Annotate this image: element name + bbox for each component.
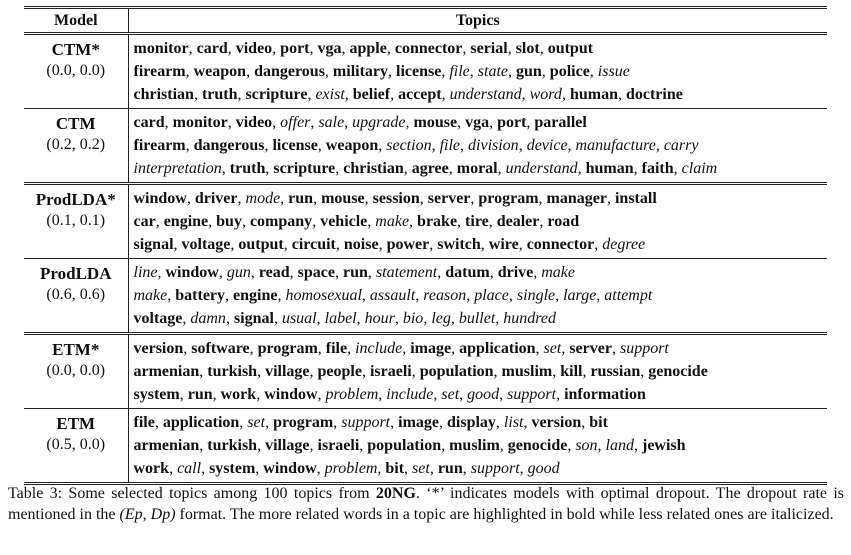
topic-word-bold: system: [209, 460, 256, 477]
topic-word-italic: support: [470, 460, 520, 477]
topic-word-italic: gun: [226, 264, 251, 281]
topic-word-bold: truth: [201, 86, 238, 103]
topic-word-bold: application: [162, 414, 240, 431]
table-row: [24, 109, 827, 184]
topic-word-bold: vga: [465, 114, 490, 131]
topic-word-italic: son: [575, 437, 598, 454]
topic-word-bold: file: [133, 414, 155, 431]
topic-word-italic: make: [541, 264, 575, 281]
topic-word-bold: mouse: [321, 190, 365, 207]
topic-word-italic: set: [412, 460, 430, 477]
caption-text-2: format. The more related words in a topic are highlighted in bold while less related ones are italicized.: [175, 506, 834, 523]
topic-word-bold: voltage: [133, 310, 183, 327]
topic-line: line, window, gun, read, space, run, statement, datum, drive, make: [133, 264, 575, 281]
topic-word-bold: israeli: [369, 363, 412, 380]
topic-word-italic: file: [439, 137, 461, 154]
topic-word-italic: word: [529, 86, 562, 103]
topics-cell: [128, 334, 827, 409]
topic-word-bold: buy: [216, 213, 242, 230]
topic-line: voltage, damn, signal, usual, label, hour, bio, leg, bullet, hundred: [133, 310, 557, 327]
topic-word-bold: window: [263, 460, 317, 477]
topic-word-italic: set: [441, 386, 460, 403]
topic-word-bold: weapon: [325, 137, 379, 154]
header-topics: Topics: [128, 8, 827, 34]
topic-word-bold: space: [297, 264, 335, 281]
model-name: ETM: [56, 414, 96, 433]
topic-word-bold: install: [614, 190, 657, 207]
topic-word-bold: genocide: [507, 437, 568, 454]
topic-word-bold: run: [288, 190, 314, 207]
topic-word-bold: parallel: [534, 114, 587, 131]
topic-word-bold: military: [332, 63, 389, 80]
topic-word-italic: call: [177, 460, 202, 477]
table-header-row: [24, 8, 827, 34]
topic-word-bold: output: [238, 236, 284, 253]
topic-word-bold: jewish: [642, 437, 686, 454]
topic-word-bold: truth: [229, 160, 266, 177]
topic-word-bold: license: [272, 137, 318, 154]
topic-word-italic: issue: [597, 63, 630, 80]
topics-cell: [128, 34, 827, 109]
model-cell: [24, 334, 128, 409]
topic-word-bold: israeli: [317, 437, 360, 454]
topic-word-bold: window: [165, 264, 219, 281]
topic-word-bold: dangerous: [254, 63, 325, 80]
topic-word-bold: russian: [590, 363, 641, 380]
topic-word-bold: drive: [497, 264, 534, 281]
topic-word-italic: set: [543, 340, 562, 357]
topic-line: christian, truth, scripture, exist, belief, accept, understand, word, human, doctrine: [133, 86, 683, 103]
topic-word-bold: wire: [488, 236, 519, 253]
topic-word-italic: device: [526, 137, 568, 154]
topic-word-bold: noise: [343, 236, 379, 253]
topic-word-bold: version: [531, 414, 582, 431]
model-name: ProdLDA: [40, 264, 112, 283]
topic-word-bold: program: [273, 414, 334, 431]
table-caption: [8, 483, 844, 525]
topic-word-italic: place: [474, 287, 509, 304]
topic-word-bold: human: [569, 86, 618, 103]
table-body: [24, 34, 827, 484]
topic-word-bold: output: [547, 40, 594, 57]
topic-line: car, engine, buy, company, vehicle, make, brake, tire, dealer, road: [133, 213, 580, 230]
topic-word-bold: file: [325, 340, 348, 357]
topic-line: version, software, program, file, include, image, application, set, server, support: [133, 340, 669, 357]
topic-word-italic: problem: [325, 386, 379, 403]
topic-word-italic: bio: [402, 310, 424, 327]
topic-word-bold: video: [235, 40, 273, 57]
topic-word-italic: land: [605, 437, 634, 454]
topic-line: firearm, weapon, dangerous, military, license, file, state, gun, police, issue: [133, 63, 630, 80]
topic-word-bold: village: [265, 437, 310, 454]
topic-word-bold: circuit: [291, 236, 336, 253]
topic-word-bold: run: [187, 386, 213, 403]
topic-word-italic: understand: [449, 86, 522, 103]
topic-word-italic: good: [467, 386, 500, 403]
topic-line: make, battery, engine, homosexual, assault, reason, place, single, large, attempt: [133, 287, 653, 304]
topic-word-bold: manager: [546, 190, 607, 207]
topic-word-bold: engine: [163, 213, 209, 230]
model-name: ProdLDA*: [35, 190, 116, 209]
topic-word-bold: voltage: [181, 236, 231, 253]
topic-word-italic: include: [386, 386, 434, 403]
topic-word-italic: understand: [505, 160, 578, 177]
topic-word-bold: information: [564, 386, 646, 403]
topic-word-bold: muslim: [449, 437, 500, 454]
topic-word-bold: brake: [417, 213, 458, 230]
topic-word-bold: program: [478, 190, 539, 207]
topic-word-italic: exist: [315, 86, 345, 103]
topic-line: card, monitor, video, offer, sale, upgrade, mouse, vga, port, parallel: [133, 114, 587, 131]
caption-dataset: 20NG: [375, 485, 416, 502]
topic-word-italic: damn: [190, 310, 226, 327]
topic-line: window, driver, mode, run, mouse, session, server, program, manager, install: [133, 190, 657, 207]
topic-word-italic: assault: [369, 287, 416, 304]
topic-word-italic: reason: [423, 287, 467, 304]
topic-word-bold: dealer: [496, 213, 540, 230]
topic-word-italic: line: [133, 264, 158, 281]
topic-word-bold: people: [317, 363, 362, 380]
topic-word-bold: work: [220, 386, 257, 403]
table-row: [24, 409, 827, 484]
topic-word-bold: serial: [470, 40, 508, 57]
topic-word-bold: signal: [133, 236, 174, 253]
topic-word-bold: window: [264, 386, 318, 403]
topic-word-bold: window: [133, 190, 187, 207]
topic-word-bold: monitor: [133, 40, 189, 57]
topic-line: system, run, work, window, problem, include, set, good, support, information: [133, 386, 646, 403]
topic-word-italic: manufacture: [575, 137, 656, 154]
topic-word-bold: road: [547, 213, 580, 230]
topic-word-italic: support: [619, 340, 669, 357]
topic-word-italic: list: [503, 414, 524, 431]
topic-word-bold: port: [497, 114, 527, 131]
model-cell: [24, 109, 128, 184]
topic-line: file, application, set, program, support, image, display, list, version, bit: [133, 414, 608, 431]
topic-word-italic: homosexual: [285, 287, 362, 304]
topic-word-bold: bit: [589, 414, 608, 431]
topic-word-bold: run: [437, 460, 463, 477]
model-name: CTM: [55, 114, 96, 133]
topic-word-bold: doctrine: [625, 86, 683, 103]
model-dropout-params: (0.0, 0.0): [46, 62, 106, 79]
topic-word-bold: card: [196, 40, 228, 57]
topic-word-italic: state: [477, 63, 508, 80]
topic-word-bold: image: [398, 414, 439, 431]
topic-word-bold: armenian: [133, 437, 200, 454]
model-dropout-params: (0.0, 0.0): [46, 362, 106, 379]
model-cell: [24, 409, 128, 484]
table-row: [24, 259, 827, 334]
topic-word-italic: hundred: [503, 310, 557, 327]
table-row: [24, 184, 827, 259]
topic-word-bold: dangerous: [193, 137, 265, 154]
header-model: Model: [24, 8, 128, 34]
model-cell: [24, 34, 128, 109]
topic-word-bold: gun: [516, 63, 542, 80]
topic-word-bold: server: [427, 190, 471, 207]
topic-word-bold: firearm: [133, 137, 186, 154]
topic-word-italic: support: [507, 386, 557, 403]
topic-word-italic: mode: [245, 190, 281, 207]
topic-word-italic: make: [375, 213, 410, 230]
topic-word-bold: belief: [352, 86, 391, 103]
caption-text-1: . ‘*’ indicates models with optimal dropout. The dropout rate is mentioned in the: [8, 485, 844, 523]
topic-word-bold: session: [372, 190, 420, 207]
topic-word-bold: engine: [233, 287, 278, 304]
topic-word-bold: switch: [437, 236, 481, 253]
topic-word-bold: faith: [641, 160, 674, 177]
topic-word-bold: signal: [233, 310, 274, 327]
topic-word-bold: connector: [394, 40, 463, 57]
topic-line: interpretation, truth, scripture, christian, agree, moral, understand, human, faith, claim: [133, 160, 718, 177]
topic-word-italic: carry: [663, 137, 699, 154]
topic-word-bold: run: [343, 264, 368, 281]
model-name: ETM*: [52, 340, 100, 359]
topic-word-italic: include: [355, 340, 403, 357]
topic-word-bold: village: [265, 363, 310, 380]
topic-word-italic: sale: [318, 114, 345, 131]
table-row: [24, 34, 827, 109]
topic-word-bold: scripture: [273, 160, 336, 177]
topic-word-bold: armenian: [133, 363, 200, 380]
topic-word-bold: mouse: [413, 114, 458, 131]
topic-line: armenian, turkish, village, people, israeli, population, muslim, kill, russian, genocide: [133, 363, 708, 380]
topic-word-bold: tire: [465, 213, 489, 230]
topic-word-bold: monitor: [172, 114, 228, 131]
topic-word-bold: program: [257, 340, 318, 357]
table-row: [24, 334, 827, 409]
topic-word-italic: problem: [324, 460, 378, 477]
topic-word-italic: make: [133, 287, 168, 304]
topic-line: work, call, system, window, problem, bit, set, run, support, good: [133, 460, 560, 477]
topics-cell: [128, 259, 827, 334]
topics-table-container: [24, 6, 827, 485]
topic-word-bold: car: [133, 213, 156, 230]
model-dropout-params: (0.1, 0.1): [46, 212, 106, 229]
topic-word-italic: large: [563, 287, 597, 304]
topics-table: [24, 6, 827, 485]
topic-word-bold: power: [386, 236, 430, 253]
topics-cell: [128, 184, 827, 259]
topic-word-bold: turkish: [207, 363, 258, 380]
caption-math: (Ep, Dp): [119, 506, 176, 523]
topic-word-bold: firearm: [133, 63, 186, 80]
topic-word-italic: offer: [280, 114, 311, 131]
topic-word-bold: population: [367, 437, 442, 454]
topic-word-bold: muslim: [501, 363, 553, 380]
topic-word-bold: turkish: [207, 437, 258, 454]
topic-word-italic: label: [324, 310, 357, 327]
topic-line: signal, voltage, output, circuit, noise, power, switch, wire, connector, degree: [133, 236, 646, 253]
topic-word-bold: system: [133, 386, 180, 403]
topic-word-italic: upgrade: [352, 114, 406, 131]
caption-label: Table 3: Some selected topics among 100 topics from: [8, 485, 376, 502]
model-dropout-params: (0.2, 0.2): [46, 136, 106, 153]
topic-word-bold: display: [447, 414, 496, 431]
topic-word-bold: police: [549, 63, 590, 80]
topic-word-bold: port: [280, 40, 310, 57]
topics-cell: [128, 109, 827, 184]
topic-word-bold: read: [258, 264, 290, 281]
topic-word-italic: division: [468, 137, 519, 154]
topic-word-bold: video: [235, 114, 273, 131]
topic-word-italic: file: [449, 63, 470, 80]
topic-word-bold: datum: [445, 264, 490, 281]
topic-word-bold: scripture: [245, 86, 308, 103]
topic-word-bold: card: [133, 114, 165, 131]
topic-word-italic: claim: [681, 160, 718, 177]
topic-word-bold: christian: [133, 86, 194, 103]
topic-word-italic: good: [527, 460, 560, 477]
topic-word-italic: statement: [375, 264, 438, 281]
topic-word-bold: kill: [560, 363, 583, 380]
topic-line: monitor, card, video, port, vga, apple, connector, serial, slot, output: [133, 40, 594, 57]
topic-word-bold: christian: [343, 160, 404, 177]
topic-line: firearm, dangerous, license, weapon, section, file, division, device, manufacture, carry: [133, 137, 699, 154]
topic-word-italic: support: [341, 414, 391, 431]
topic-word-italic: single: [516, 287, 556, 304]
topic-line: armenian, turkish, village, israeli, population, muslim, genocide, son, land, jewish: [133, 437, 686, 454]
topic-word-bold: vga: [317, 40, 342, 57]
topic-word-italic: set: [247, 414, 266, 431]
topic-word-italic: bullet: [458, 310, 496, 327]
topics-cell: [128, 409, 827, 484]
topic-word-bold: apple: [349, 40, 387, 57]
topic-word-italic: attempt: [604, 287, 653, 304]
topic-word-bold: software: [191, 340, 250, 357]
model-name: CTM*: [51, 40, 100, 59]
topic-word-bold: bit: [385, 460, 405, 477]
model-dropout-params: (0.6, 0.6): [46, 286, 106, 303]
topic-word-bold: weapon: [193, 63, 247, 80]
topic-word-bold: agree: [411, 160, 449, 177]
topic-word-bold: work: [133, 460, 170, 477]
topic-word-bold: vehicle: [320, 213, 368, 230]
topic-word-italic: hour: [364, 310, 395, 327]
topic-word-bold: version: [133, 340, 184, 357]
topic-word-bold: battery: [175, 287, 226, 304]
topic-word-bold: slot: [515, 40, 540, 57]
topic-word-bold: human: [585, 160, 634, 177]
topic-word-bold: genocide: [648, 363, 708, 380]
topic-word-bold: application: [459, 340, 536, 357]
topic-word-bold: driver: [194, 190, 238, 207]
topic-word-bold: moral: [456, 160, 498, 177]
topic-word-italic: usual: [281, 310, 317, 327]
topic-word-italic: section: [386, 137, 432, 154]
topic-word-bold: population: [419, 363, 494, 380]
model-dropout-params: (0.5, 0.0): [46, 436, 106, 453]
model-cell: [24, 259, 128, 334]
topic-word-bold: accept: [398, 86, 442, 103]
topic-word-bold: company: [249, 213, 313, 230]
topic-word-bold: license: [396, 63, 442, 80]
topic-word-bold: server: [569, 340, 612, 357]
topic-word-italic: degree: [602, 236, 646, 253]
topic-word-italic: interpretation: [133, 160, 222, 177]
topic-word-bold: image: [410, 340, 452, 357]
topic-word-bold: connector: [526, 236, 595, 253]
model-cell: [24, 184, 128, 259]
topic-word-italic: leg: [431, 310, 451, 327]
